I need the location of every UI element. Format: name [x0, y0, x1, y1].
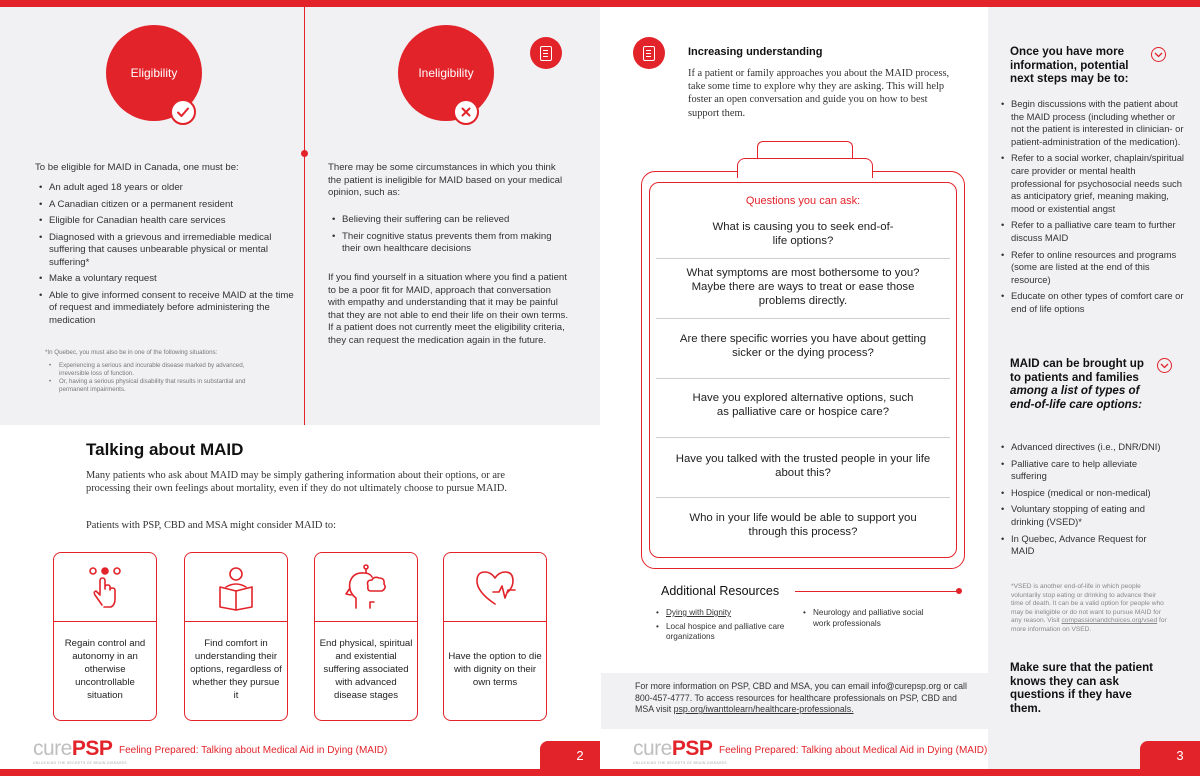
- ineligibility-intro: There may be some circumstances in which you think the patient is ineligible for MAID based on your medical opinion, such as:: [328, 162, 563, 198]
- logo-tagline: UNLOCKING THE SECRETS OF BRAIN DISEASES: [633, 761, 727, 765]
- question-item: Who in your life would be able to support you through this process?: [689, 512, 917, 538]
- hand-pointer-icon: [54, 559, 156, 617]
- eligibility-list: [37, 182, 295, 327]
- list-item: • Neurology and palliative social work professionals: [801, 608, 941, 629]
- footer-title: Feeling Prepared: Talking about Medical Aid in Dying (MAID): [119, 745, 388, 756]
- list-item: • Diagnosed with a grievous and irremediable medical suffering that causes unbearable physical or mental suffering*: [37, 232, 295, 270]
- resources-list-2: [801, 608, 941, 629]
- questions-heading: Questions you can ask:: [745, 195, 861, 207]
- ineligibility-circle: [398, 25, 494, 121]
- resources-heading: Additional Resources: [661, 584, 780, 598]
- question-item: What symptoms are most bothersome to you? Maybe there are ways to treat or ease those problems directly.: [686, 267, 920, 307]
- document-icon: [530, 37, 562, 69]
- page-number: 2: [540, 741, 600, 769]
- page-number: 3: [1140, 741, 1200, 769]
- heart-pulse-icon: [444, 559, 546, 617]
- divider-dot: [301, 150, 308, 157]
- question-divider: [656, 258, 950, 259]
- clipboard-clip: [737, 158, 873, 178]
- check-icon: [170, 99, 196, 125]
- eligibility-footnote: *In Quebec, you must also be in one of the following situations:: [45, 349, 218, 356]
- document-icon: [633, 37, 665, 69]
- reason-card: [443, 552, 547, 721]
- question-item: Are there specific worries you have about getting sicker or the dying process?: [679, 333, 927, 359]
- info-link[interactable]: psp.org/iwanttolearn/healthcare-professionals.: [673, 704, 854, 715]
- talking-paragraph: Many patients who ask about MAID may be simply gathering information about their options, or are processing their own feelings about mortality, even if they do not ultimately choose to pursue MAID.: [86, 470, 507, 495]
- reason-card: [53, 552, 157, 721]
- list-item: • Their cognitive status prevents them from making their own healthcare decisions: [330, 231, 568, 256]
- resources-list-1: [654, 608, 802, 643]
- top-red-bar: [0, 0, 1200, 7]
- next-steps-list: [999, 98, 1187, 316]
- bottom-red-bar: [0, 769, 1200, 776]
- list-item: • Or, having a serious physical disability that results in substantial and permanent impairments.: [47, 378, 257, 394]
- list-item: • Begin discussions with the patient about the MAID process (including whether or not the patient is interested in clinician- or patient-administration of the medication).: [999, 98, 1187, 148]
- resources-rule: [795, 591, 957, 592]
- list-item: • Refer to a palliative care team to further discuss MAID: [999, 219, 1187, 244]
- list-item: • A Canadian citizen or a permanent resident: [37, 199, 295, 212]
- list-item: • Refer to online resources and programs (some are listed at the end of this resource): [999, 249, 1187, 287]
- card-label: End physical, spiritual and existential suffering associated with advanced disease stages: [319, 638, 413, 701]
- list-item: • Advanced directives (i.e., DNR/DNI): [999, 441, 1169, 454]
- card-label: Regain control and autonomy in an otherwise uncontrollable situation: [64, 638, 146, 701]
- list-item: • Voluntary stopping of eating and drinking (VSED)*: [999, 503, 1169, 528]
- brought-list: [999, 441, 1169, 558]
- ineligibility-title: Ineligibility: [418, 66, 474, 80]
- list-item: • Make a voluntary request: [37, 273, 295, 286]
- talking-lead: Patients with PSP, CBD and MSA might consider MAID to:: [86, 520, 336, 531]
- list-item: • Experiencing a serious and incurable disease marked by advanced, irreversible loss of function.: [47, 362, 257, 378]
- question-divider: [656, 378, 950, 379]
- panel-divider: [304, 7, 305, 425]
- brought-heading: MAID can be brought up to patients and families among a list of types of end-of-life care options:: [1010, 357, 1144, 411]
- ineligibility-list: [330, 214, 568, 256]
- card-label: Have the option to die with dignity on their own terms: [448, 651, 542, 688]
- increasing-heading: Increasing understanding: [688, 46, 823, 58]
- increasing-paragraph: If a patient or family approaches you about the MAID process, take some time to explore why they are asking. This will help foster an open conversation and guide you on how to best support them.: [688, 68, 950, 119]
- curepsp-logo: curePSP: [633, 737, 713, 760]
- x-icon: [453, 99, 479, 125]
- list-item: • Believing their suffering can be relieved: [330, 214, 568, 227]
- question-item: Have you talked with the trusted people in your life about this?: [675, 453, 931, 479]
- list-item: • Refer to a social worker, chaplain/spiritual care provider or mental health professional for psychosocial needs such as anticipatory grief, meaning making, mood or existential angst: [999, 152, 1187, 215]
- question-divider: [656, 437, 950, 438]
- eligibility-intro: To be eligible for MAID in Canada, one must be:: [35, 162, 239, 173]
- resources-dot: [956, 588, 962, 594]
- chevron-down-icon: [1157, 358, 1172, 373]
- list-item: • Palliative care to help alleviate suffering: [999, 458, 1169, 483]
- footer-title: Feeling Prepared: Talking about Medical Aid in Dying (MAID): [719, 745, 988, 756]
- chevron-down-icon: [1151, 47, 1166, 62]
- closing-note: Make sure that the patient knows they can ask questions if they have them.: [1010, 661, 1154, 715]
- list-item: • Educate on other types of comfort care or end of life options: [999, 290, 1187, 315]
- list-item: • Able to give informed consent to receive MAID at the time of request and immediately before administering the medication: [37, 290, 295, 328]
- question-item: What is causing you to seek end-of-life options?: [712, 221, 894, 247]
- reason-card: [184, 552, 288, 721]
- list-item: • An adult aged 18 years or older: [37, 182, 295, 195]
- talking-heading: Talking about MAID: [86, 440, 244, 459]
- card-label: Find comfort in understanding their options, regardless of whether they pursue it: [190, 638, 282, 701]
- resource-link[interactable]: • Dying with Dignity: [654, 608, 802, 619]
- list-item: • Local hospice and palliative care organizations: [654, 622, 802, 643]
- next-steps-heading: Once you have more information, potential next steps may be to:: [1010, 45, 1129, 85]
- reason-card: [314, 552, 418, 721]
- info-text: For more information on PSP, CBD and MSA, you can email info@curepsp.org or call 800-457-4777. To access resources for healthcare professionals on PSP, CBD and MSA visit psp.org/iwanttolearn/healthcare-professionals.: [635, 681, 967, 715]
- curepsp-logo: curePSP: [33, 737, 113, 760]
- eligibility-title: Eligibility: [130, 66, 178, 80]
- logo-tagline: UNLOCKING THE SECRETS OF BRAIN DISEASES: [33, 761, 127, 765]
- question-divider: [656, 497, 950, 498]
- question-item: Have you explored alternative options, such as palliative care or hospice care?: [692, 392, 914, 418]
- list-item: • Eligible for Canadian health care services: [37, 215, 295, 228]
- question-divider: [656, 318, 950, 319]
- person-reading-icon: [185, 559, 287, 617]
- vsed-note: *VSED is another end-of-life in which people voluntarily stop eating or drinking to advance their time of death. It can be a valid option for people who may be ineligible or do not want to pursue MAID for any reason. Visit compassionandchoices.org/vsed for more information on VSED.: [1011, 583, 1167, 633]
- footnote-list: [47, 362, 257, 394]
- list-item: • In Quebec, Advance Request for MAID: [999, 533, 1169, 558]
- list-item: • Hospice (medical or non-medical): [999, 487, 1169, 500]
- ineligibility-paragraph: If you find yourself in a situation where you find a patient to be a poor fit for MAID, approach that conversation with empathy and understanding that it may be painful that they are not able to end their life on their own terms. If a patient does not currently meet the eligibility criteria, they can request the medication again in the future.: [328, 272, 568, 346]
- vsed-link[interactable]: compassionandchoices.org/vsed: [1061, 617, 1158, 625]
- head-cloud-icon: [315, 559, 417, 617]
